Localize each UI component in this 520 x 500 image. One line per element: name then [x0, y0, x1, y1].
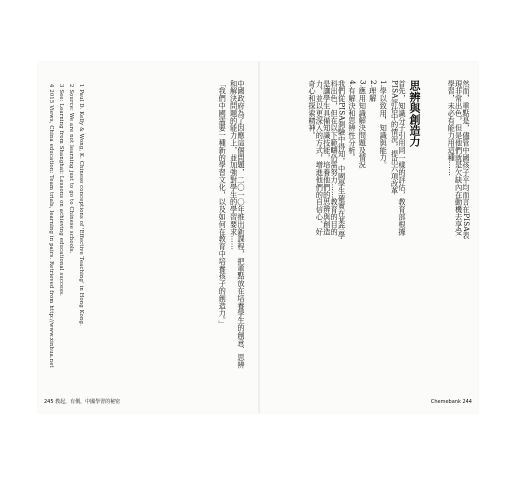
footnote-2: 2 Source: We are not learning just to go to Chinese schools. [68, 84, 74, 254]
list-item-2: 2.理解 [368, 80, 378, 103]
list-item-1: 1.學以致用，知識與能力。 [379, 80, 389, 169]
left-page [38, 62, 257, 413]
right-page-body [305, 80, 406, 240]
right-paragraph-2: 我們從PISA測驗中得知，中國學生確實在某些學科出色，但在以下範疇仍需努力……教育的目的是讓學生具備知識技能，培養他們的思辨與創造力，並以更深入的方式，增進他們的自信心、好奇心和探索精神。 [307, 80, 347, 240]
footnote-3: 3 See: Learning from Shanghai: Lessons on achieving educational success. [58, 84, 64, 296]
left-paragraph-2: 「我們中國需要一種新的學習文化，以及如何在教育中培養孩子的創造力。」 [218, 80, 228, 328]
footnote-1: 1 Paul D. Kelly & Wong, K. Chinese conceptions of 'Effective Teaching' in Hong Kong. [78, 84, 84, 326]
section-heading: 思辨與創造力 [408, 80, 421, 148]
right-page [259, 62, 478, 413]
book-spread [38, 62, 478, 413]
left-page-body [215, 80, 245, 375]
left-page-folio: 245 教起，有價，中國學習的秘密 [44, 399, 121, 405]
right-intro: 首先，知識分子引用同一樣的評估，教育部根據PISA評估中的情況，提出六項改革 [390, 80, 407, 236]
right-page-folio: Chemebank 244 [430, 399, 472, 405]
right-paragraph-1: 然而，重點是，儘管中國孩子平均而言在PISA表現非常出色，但是他們就是欠缺內在動機去享受學習，未必有能力用這種…… [447, 80, 471, 240]
footnotes [44, 84, 84, 374]
left-paragraph-1: 中國政府為了因應這個問題，二〇一〇年推出新課程，把重點放在培養學生的創意、思辨和解決問題的能力上，並加強對學生的學習要求…… [229, 80, 246, 369]
list-item-4: 4.有解決和思辨性分析。 [347, 80, 357, 162]
list-item-3: 3.應用知識解決問題及情況 [358, 80, 368, 169]
footnote-4: 4 2015 Views, China education: Team trials, learning in pairs. Retrieved from http://www.xinhua.net [48, 84, 54, 368]
